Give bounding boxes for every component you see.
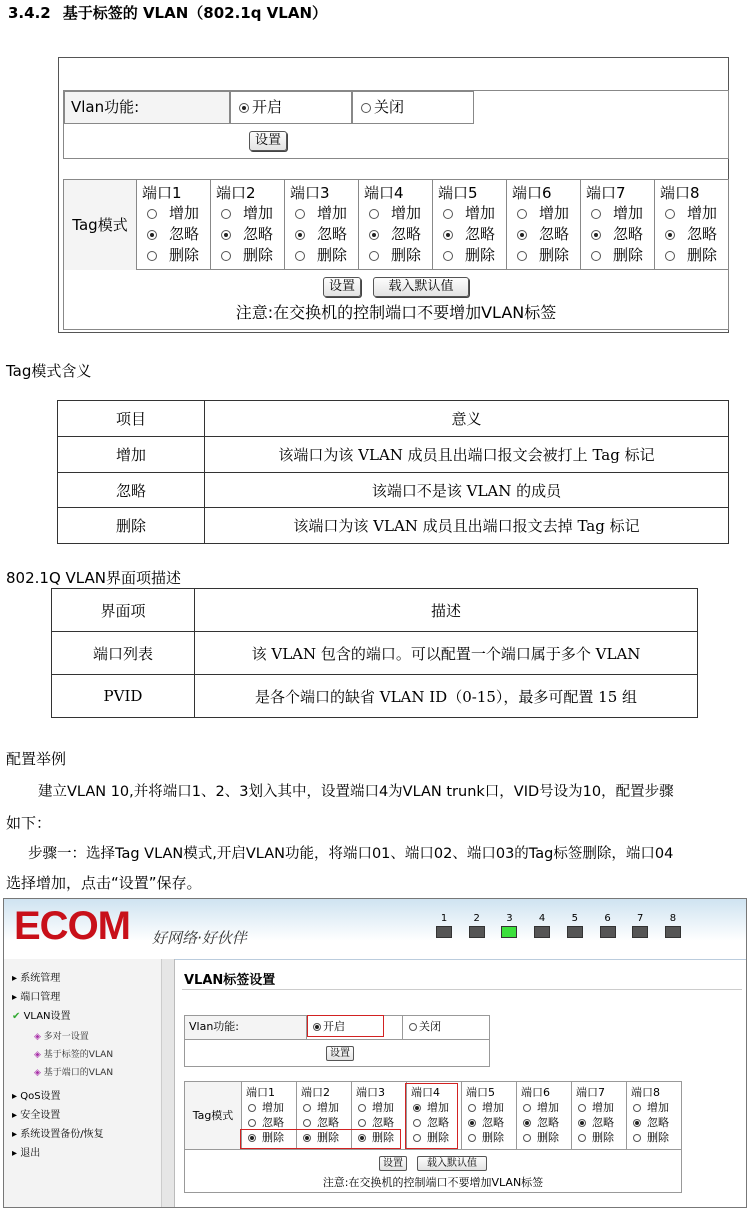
port-name: 端口4 — [364, 184, 404, 202]
port-option-add[interactable] — [517, 202, 569, 223]
table-cell: 是各个端口的缺省 VLAN ID（0-15），最多可配置 15 组 — [195, 675, 698, 718]
radio-delete[interactable] — [665, 251, 675, 261]
port-option-add[interactable] — [295, 202, 347, 223]
table-row — [58, 508, 729, 544]
radio-delete[interactable] — [578, 1134, 586, 1142]
option-label: 增加 — [613, 204, 644, 222]
radio-ignore[interactable] — [523, 1119, 531, 1127]
port-option-ignore[interactable] — [517, 223, 569, 244]
option-label: 删除 — [592, 1131, 614, 1144]
port-led-light-icon — [469, 926, 485, 938]
radio-add[interactable] — [248, 1104, 256, 1112]
ecom-port-name: 端口1 — [246, 1086, 275, 1099]
control-port-note: 注意:在交换机的控制端口不要增加VLAN标签 — [235, 303, 557, 322]
ecom-port-column — [516, 1082, 571, 1149]
port-name: 端口1 — [142, 184, 182, 202]
ecom-control-port-note: 注意:在交换机的控制端口不要增加VLAN标签 — [322, 1176, 544, 1189]
table-cell: 忽略 — [58, 473, 205, 508]
highlight-ports-1-3-delete — [240, 1129, 401, 1149]
ecom-tag-mode-label: Tag模式 — [185, 1082, 241, 1149]
port-option-delete[interactable] — [591, 244, 643, 265]
vlan-off-option[interactable] — [352, 91, 474, 124]
option-label: 增加 — [482, 1101, 504, 1114]
radio-add[interactable] — [147, 209, 157, 219]
table-header-row — [52, 589, 698, 632]
port-led-number: 7 — [637, 913, 644, 924]
port-name: 端口2 — [216, 184, 256, 202]
port-name: 端口7 — [586, 184, 626, 202]
option-label: 删除 — [243, 246, 274, 264]
option-label: 忽略 — [243, 225, 274, 243]
menu-label: 安全设置 — [20, 1110, 61, 1121]
option-label: 删除 — [647, 1131, 669, 1144]
radio-ignore[interactable] — [578, 1119, 586, 1127]
table-row — [58, 473, 729, 508]
port-led-number: 6 — [604, 913, 611, 924]
option-label: 忽略 — [537, 1116, 559, 1129]
option-label: 忽略 — [262, 1116, 284, 1129]
option-label: 忽略 — [465, 225, 496, 243]
ecom-port-name: 端口8 — [631, 1086, 660, 1099]
option-label: 增加 — [243, 204, 274, 222]
port-name: 端口5 — [438, 184, 478, 202]
port-led-strip — [436, 913, 696, 943]
submenu-many-to-one[interactable] — [34, 1029, 89, 1042]
radio-add[interactable] — [468, 1104, 476, 1112]
port-option-ignore[interactable] — [221, 223, 273, 244]
radio-ignore[interactable] — [591, 230, 601, 240]
port-led-number: 2 — [473, 913, 480, 924]
ecom-load-default-button[interactable]: 载入默认值 — [417, 1156, 487, 1171]
option-label: 增加 — [592, 1101, 614, 1114]
table-row — [52, 675, 698, 718]
vlan-off-radio[interactable] — [361, 103, 371, 113]
ecom-vlan-on-label: 开启 — [323, 1020, 345, 1033]
option-label: 忽略 — [647, 1116, 669, 1129]
port-led — [632, 913, 648, 938]
table-cell: 删除 — [58, 508, 205, 544]
radio-ignore[interactable] — [248, 1119, 256, 1127]
ecom-sidebar — [4, 959, 175, 1207]
radio-ignore[interactable] — [665, 230, 675, 240]
ecom-port-option-add[interactable] — [578, 1099, 614, 1115]
port-option-ignore[interactable] — [443, 223, 495, 244]
option-label: 增加 — [537, 1101, 559, 1114]
option-label: 删除 — [537, 1131, 559, 1144]
ecom-port-name: 端口2 — [301, 1086, 330, 1099]
port-option-add[interactable] — [147, 202, 199, 223]
port-led-number: 3 — [506, 913, 513, 924]
port-column — [358, 180, 432, 270]
option-label: 忽略 — [372, 1116, 394, 1129]
tag-mode-box — [63, 179, 729, 330]
option-label: 忽略 — [169, 225, 200, 243]
port-led-light-icon — [501, 926, 517, 938]
radio-delete[interactable] — [633, 1134, 641, 1142]
ecom-screenshot — [3, 898, 747, 1208]
option-label: 增加 — [687, 204, 718, 222]
highlight-vlan-on — [307, 1015, 384, 1037]
ecom-port-option-add[interactable] — [523, 1099, 559, 1115]
option-label: 忽略 — [613, 225, 644, 243]
example-p2-line1: 步骤一：选择Tag VLAN模式,开启VLAN功能，将端口01、端口02、端口03的Tag标签删除，端口04 — [28, 846, 674, 862]
table-cell: 该 VLAN 包含的端口。可以配置一个端口属于多个 VLAN — [195, 632, 698, 675]
option-label: 删除 — [317, 246, 348, 264]
ecom-port-option-ignore[interactable] — [578, 1114, 614, 1130]
port-option-delete[interactable] — [221, 244, 273, 265]
radio-ignore[interactable] — [358, 1119, 366, 1127]
menu-label: 端口管理 — [20, 992, 61, 1003]
radio-add[interactable] — [523, 1104, 531, 1112]
radio-add[interactable] — [443, 209, 453, 219]
vlan-config-panel — [58, 57, 729, 333]
bullet-icon: ◈ — [34, 1068, 41, 1078]
table-row — [52, 632, 698, 675]
ecom-port-option-ignore[interactable] — [523, 1114, 559, 1130]
port-column — [136, 180, 210, 270]
option-label: 增加 — [317, 204, 348, 222]
port-led-number: 4 — [538, 913, 546, 924]
ecom-port-option-add[interactable] — [468, 1099, 504, 1115]
submenu-label: 基于标签的VLAN — [43, 1050, 114, 1060]
table-header-row — [58, 401, 729, 437]
menu-label: VLAN设置 — [23, 1011, 71, 1022]
menu-exit[interactable]: ▸ 退出 — [12, 1148, 41, 1159]
check-icon: ✔ — [12, 1011, 21, 1022]
table-row — [58, 437, 729, 473]
option-label: 删除 — [539, 246, 570, 264]
ecom-port-option-ignore[interactable] — [248, 1114, 284, 1130]
option-label: 忽略 — [317, 225, 348, 243]
option-label: 忽略 — [539, 225, 570, 243]
tag-mode-label: Tag模式 — [64, 180, 136, 270]
menu-system[interactable]: ▸ 系统管理 — [12, 973, 61, 984]
menu-backup[interactable]: ▸ 系统设置备份/恢复 — [12, 1129, 104, 1140]
tag-meaning-table — [57, 400, 729, 544]
vlan-function-box — [63, 90, 729, 159]
radio-add[interactable] — [517, 209, 527, 219]
option-label: 忽略 — [391, 225, 422, 243]
radio-add[interactable] — [221, 209, 231, 219]
option-label: 增加 — [427, 1101, 449, 1114]
ecom-slogan: 好网络·好伙伴 — [152, 929, 247, 947]
port-option-ignore[interactable] — [665, 223, 717, 244]
port-option-add[interactable] — [369, 202, 421, 223]
ecom-port-name: 端口5 — [466, 1086, 495, 1099]
option-label: 增加 — [372, 1101, 394, 1114]
ecom-port-option-ignore[interactable] — [468, 1114, 504, 1130]
radio-delete[interactable] — [443, 251, 453, 261]
table-cell: 该端口不是该 VLAN 的成员 — [205, 473, 729, 508]
menu-qos[interactable]: ▸ QoS设置 — [12, 1091, 61, 1102]
radio-delete[interactable] — [517, 251, 527, 261]
vlan-on-label: 开启 — [252, 98, 283, 116]
port-option-ignore[interactable] — [369, 223, 421, 244]
option-label: 增加 — [539, 204, 570, 222]
option-label: 增加 — [647, 1101, 669, 1114]
radio-ignore[interactable] — [443, 230, 453, 240]
menu-security[interactable]: ▸ 安全设置 — [12, 1110, 61, 1121]
table-header-cell: 项目 — [58, 401, 205, 437]
port-option-add[interactable] — [665, 202, 717, 223]
option-label: 删除 — [391, 246, 422, 264]
port-led — [600, 913, 616, 938]
option-label: 增加 — [391, 204, 422, 222]
table-cell: PVID — [52, 675, 195, 718]
ecom-logo: ECOM — [14, 904, 130, 948]
radio-add[interactable] — [295, 209, 305, 219]
menu-port[interactable]: ▸ 端口管理 — [12, 992, 61, 1003]
option-label: 增加 — [465, 204, 496, 222]
example-p1-line1: 建立VLAN 10,并将端口1、2、3划入其中，设置端口4为VLAN trunk口，VID号设为10，配置步骤 — [38, 784, 674, 800]
radio-ignore[interactable] — [633, 1119, 641, 1127]
option-label: 忽略 — [427, 1116, 449, 1129]
ecom-port-option-add[interactable] — [303, 1099, 339, 1115]
option-label: 增加 — [317, 1101, 339, 1114]
port-led-light-icon — [567, 926, 583, 938]
submenu-tag-vlan[interactable] — [34, 1047, 113, 1060]
ecom-vlan-off-label: 关闭 — [419, 1020, 441, 1033]
table-header-cell: 描述 — [195, 589, 698, 632]
menu-label: 系统设置备份/恢复 — [20, 1129, 104, 1140]
radio-delete[interactable] — [147, 251, 157, 261]
radio-ignore[interactable] — [303, 1119, 311, 1127]
radio-delete[interactable] — [369, 251, 379, 261]
menu-label: 退出 — [20, 1148, 41, 1159]
port-option-delete[interactable] — [443, 244, 495, 265]
port-column — [506, 180, 580, 270]
option-label: 忽略 — [317, 1116, 339, 1129]
table-cell: 该端口为该 VLAN 成员且出端口报文会被打上 Tag 标记 — [205, 437, 729, 473]
ecom-port-option-delete[interactable] — [468, 1129, 504, 1145]
ui-items-heading: 802.1Q VLAN界面项描述 — [6, 569, 181, 587]
radio-delete[interactable] — [523, 1134, 531, 1142]
radio-add[interactable] — [633, 1104, 641, 1112]
ui-items-table — [51, 588, 698, 718]
port-led — [469, 913, 485, 938]
port-option-add[interactable] — [443, 202, 495, 223]
menu-vlan[interactable] — [12, 1007, 71, 1022]
ecom-port-name: 端口7 — [576, 1086, 605, 1099]
ecom-port-option-ignore[interactable] — [303, 1114, 339, 1130]
radio-ignore[interactable] — [295, 230, 305, 240]
option-label: 删除 — [427, 1131, 449, 1144]
vlan-set-button[interactable]: 设置 — [249, 131, 287, 151]
port-led-light-icon — [632, 926, 648, 938]
example-p1-line2: 如下： — [6, 814, 52, 832]
ecom-port-option-delete[interactable] — [523, 1129, 559, 1145]
option-label: 删除 — [169, 246, 200, 264]
option-label: 删除 — [613, 246, 644, 264]
section-title: 基于标签的 VLAN（802.1q VLAN） — [62, 4, 328, 22]
port-option-add[interactable] — [221, 202, 273, 223]
ecom-port-option-add[interactable] — [248, 1099, 284, 1115]
option-label: 删除 — [262, 1131, 284, 1144]
option-label: 忽略 — [687, 225, 718, 243]
ecom-port-option-delete[interactable] — [633, 1129, 669, 1145]
port-led-light-icon — [534, 926, 550, 938]
option-label: 删除 — [687, 246, 718, 264]
port-option-delete[interactable] — [369, 244, 421, 265]
radio-ignore[interactable] — [517, 230, 527, 240]
ecom-port-column — [626, 1082, 681, 1149]
port-led-number: 5 — [571, 913, 578, 924]
section-number: 3.4.2 — [8, 4, 51, 22]
port-column — [654, 180, 728, 270]
option-label: 删除 — [372, 1131, 394, 1144]
option-label: 增加 — [262, 1101, 284, 1114]
ecom-port-name: 端口4 — [411, 1086, 440, 1099]
vlan-on-option[interactable] — [230, 91, 352, 124]
ecom-port-option-delete[interactable] — [578, 1129, 614, 1145]
radio-delete[interactable] — [221, 251, 231, 261]
port-column — [432, 180, 506, 270]
bullet-icon: ◈ — [34, 1032, 41, 1042]
option-label: 删除 — [317, 1131, 339, 1144]
port-led — [534, 913, 550, 938]
ecom-port-option-ignore[interactable] — [633, 1114, 669, 1130]
sidebar-scrollbar[interactable] — [161, 959, 174, 1207]
submenu-label: 多对一设置 — [43, 1032, 89, 1042]
port-option-delete[interactable] — [147, 244, 199, 265]
ecom-port-name: 端口6 — [521, 1086, 550, 1099]
ecom-tag-set-button[interactable]: 设置 — [379, 1156, 407, 1171]
radio-add[interactable] — [358, 1104, 366, 1112]
port-name: 端口8 — [660, 184, 700, 202]
ecom-vlan-set-button[interactable]: 设置 — [326, 1046, 354, 1061]
ecom-port-name: 端口3 — [356, 1086, 385, 1099]
ecom-port-column — [461, 1082, 516, 1149]
port-led — [436, 913, 452, 938]
port-led — [567, 913, 583, 938]
ecom-header — [4, 899, 746, 960]
port-option-ignore[interactable] — [591, 223, 643, 244]
port-column — [580, 180, 654, 270]
ecom-port-option-add[interactable] — [358, 1099, 394, 1115]
menu-label: QoS设置 — [20, 1091, 61, 1102]
table-header-cell: 界面项 — [52, 589, 195, 632]
port-option-delete[interactable] — [517, 244, 569, 265]
table-header-cell: 意义 — [205, 401, 729, 437]
table-cell: 该端口为该 VLAN 成员且出端口报文去掉 Tag 标记 — [205, 508, 729, 544]
ecom-vlan-function-label: Vlan功能: — [185, 1016, 307, 1040]
radio-delete[interactable] — [468, 1134, 476, 1142]
port-option-delete[interactable] — [665, 244, 717, 265]
radio-add[interactable] — [665, 209, 675, 219]
ecom-vlan-off-option[interactable] — [403, 1016, 489, 1040]
vlan-function-label: Vlan功能: — [64, 91, 230, 124]
port-led-light-icon — [665, 926, 681, 938]
port-option-ignore[interactable] — [147, 223, 199, 244]
port-name: 端口3 — [290, 184, 330, 202]
vlan-off-label: 关闭 — [374, 98, 405, 116]
port-led-light-icon — [600, 926, 616, 938]
option-label: 忽略 — [592, 1116, 614, 1129]
port-led-light-icon — [436, 926, 452, 938]
submenu-port-vlan[interactable] — [34, 1065, 113, 1078]
port-led — [665, 913, 681, 938]
radio-add[interactable] — [369, 209, 379, 219]
table-cell: 增加 — [58, 437, 205, 473]
ecom-port-column — [571, 1082, 626, 1149]
load-default-button[interactable]: 载入默认值 — [373, 277, 469, 297]
tag-set-button[interactable]: 设置 — [323, 277, 361, 297]
port-led — [501, 913, 517, 938]
port-name: 端口6 — [512, 184, 552, 202]
radio-delete[interactable] — [591, 251, 601, 261]
tag-meaning-heading: Tag模式含义 — [6, 362, 92, 380]
highlight-port-4 — [405, 1083, 458, 1149]
port-led-number: 1 — [440, 913, 448, 924]
port-option-delete[interactable] — [295, 244, 347, 265]
radio-ignore[interactable] — [468, 1119, 476, 1127]
radio-add[interactable] — [591, 209, 601, 219]
port-column — [284, 180, 358, 270]
menu-label: 系统管理 — [20, 973, 61, 984]
radio-ignore[interactable] — [369, 230, 379, 240]
ecom-main — [176, 959, 746, 1207]
radio-add[interactable] — [578, 1104, 586, 1112]
port-option-add[interactable] — [591, 202, 643, 223]
option-label: 忽略 — [482, 1116, 504, 1129]
radio-delete[interactable] — [295, 251, 305, 261]
example-p2-line2: 选择增加，点击“设置”保存。 — [6, 874, 202, 892]
radio-add[interactable] — [303, 1104, 311, 1112]
ecom-page-title: VLAN标签设置 — [184, 973, 276, 988]
radio-ignore[interactable] — [147, 230, 157, 240]
port-led-number: 8 — [669, 913, 677, 924]
section-heading — [8, 2, 327, 23]
option-label: 增加 — [169, 204, 200, 222]
radio-ignore[interactable] — [221, 230, 231, 240]
option-label: 删除 — [482, 1131, 504, 1144]
port-column — [210, 180, 284, 270]
bullet-icon: ◈ — [34, 1050, 41, 1060]
table-cell: 端口列表 — [52, 632, 195, 675]
vlan-on-radio[interactable] — [239, 103, 249, 113]
ecom-port-option-ignore[interactable] — [358, 1114, 394, 1130]
submenu-label: 基于端口的VLAN — [43, 1068, 114, 1078]
option-label: 删除 — [465, 246, 496, 264]
ecom-vlan-off-radio[interactable] — [409, 1023, 417, 1031]
port-option-ignore[interactable] — [295, 223, 347, 244]
ecom-port-option-add[interactable] — [633, 1099, 669, 1115]
example-heading: 配置举例 — [6, 750, 67, 768]
